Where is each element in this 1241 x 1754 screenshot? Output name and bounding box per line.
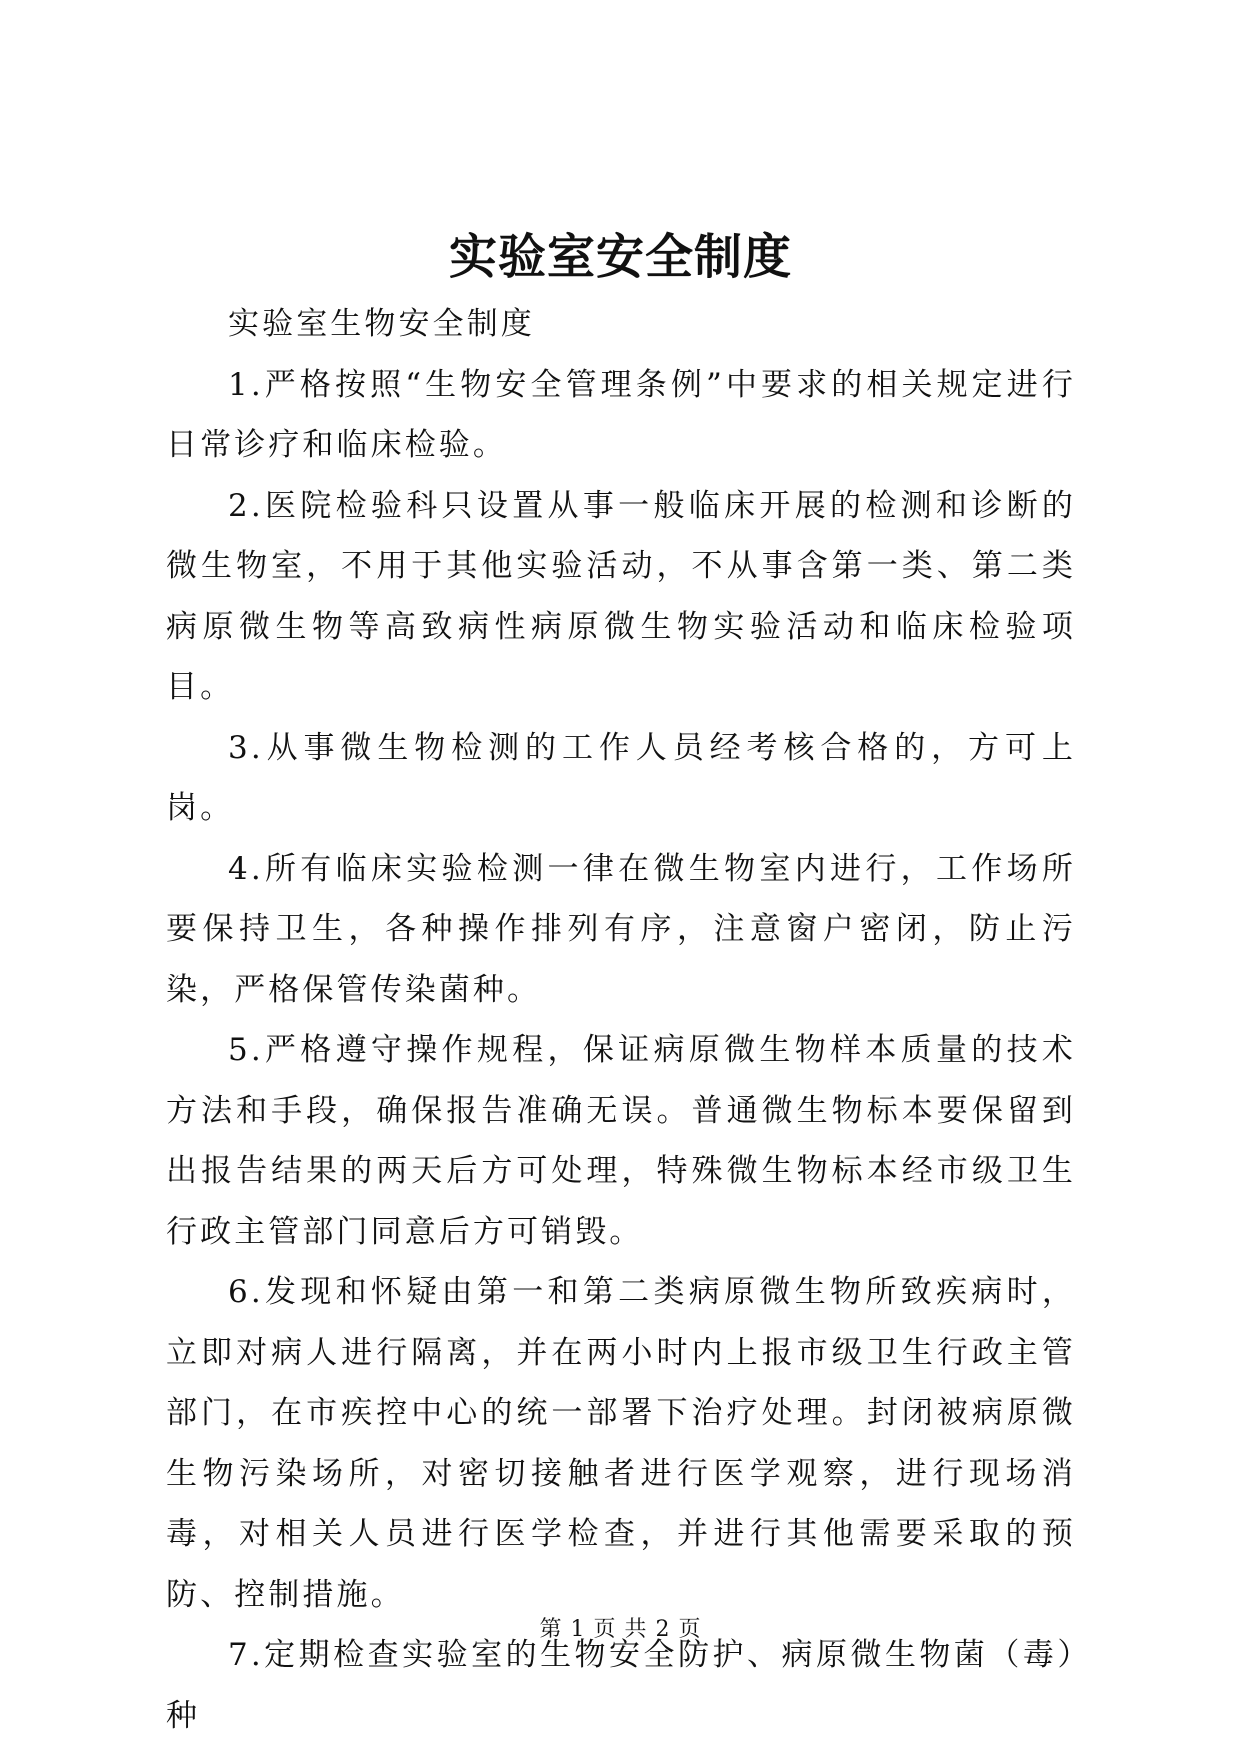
paragraph-item-6: 6.发现和怀疑由第一和第二类病原微生物所致疾病时，立即对病人进行隔离，并在两小时内上报市级卫生行政主管部门，在市疾控中心的统一部署下治疗处理。封闭被病原微生物污染场所，对密切接触者进行医学观察，进行现场消毒，对相关人员进行医学检查，并进行其他需要采取的预防、控制措施。: [166, 1274, 1076, 1613]
paragraph-item-3: 3.从事微生物检测的工作人员经考核合格的，方可上岗。: [166, 729, 1076, 826]
document-body: [166, 294, 1076, 1746]
page-number-footer: 第 1 页 共 2 页: [539, 1617, 702, 1642]
paragraph-item-1: 1.严格按照“生物安全管理条例”中要求的相关规定进行日常诊疗和临床检验。: [166, 366, 1076, 463]
paragraph-item-5: 5.严格遵守操作规程，保证病原微生物样本质量的技术方法和手段，确保报告准确无误。普通微生物标本要保留到出报告结果的两天后方可处理，特殊微生物标本经市级卫生行政主管部门同意后方可销毁。: [166, 1032, 1076, 1250]
paragraph-item-4: 4.所有临床实验检测一律在微生物室内进行，工作场所要保持卫生，各种操作排列有序，注意窗户密闭，防止污染，严格保管传染菌种。: [166, 850, 1076, 1008]
paragraph-item-2: 2.医院检验科只设置从事一般临床开展的检测和诊断的微生物室，不用于其他实验活动，不从事含第一类、第二类病原微生物等高致病性病原微生物实验活动和临床检验项目。: [166, 487, 1076, 705]
paragraph-heading: 实验室生物安全制度: [228, 306, 535, 342]
paragraph-item-7: 7.定期检查实验室的生物安全防护、病原微生物菌（毒）种: [166, 1637, 1076, 1734]
document-title: 实验室安全制度: [448, 229, 792, 285]
